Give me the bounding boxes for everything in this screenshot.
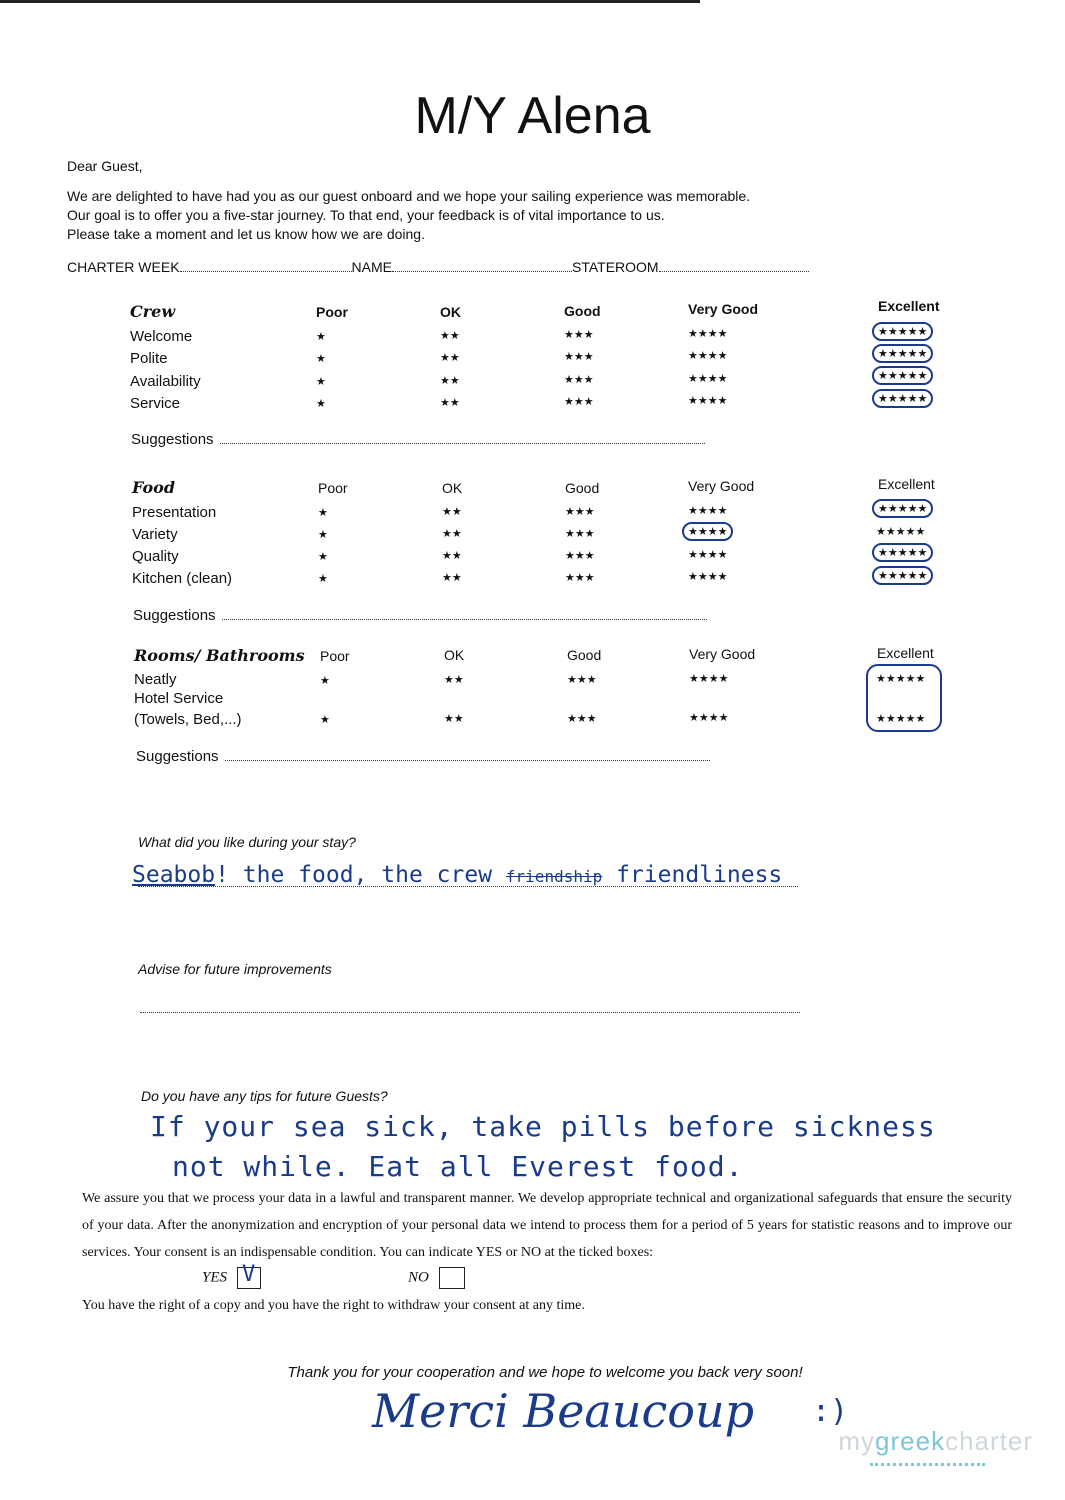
- crew-header-poor: Poor: [316, 304, 348, 320]
- rating-star-5-selected[interactable]: ★★★★★: [876, 672, 926, 685]
- intro-line-1: We are delighted to have had you as our guest onboard and we hope your sailing experience was memorable.: [67, 188, 751, 204]
- rating-star-1[interactable]: ★: [316, 397, 326, 410]
- rating-star-2[interactable]: ★★: [442, 505, 462, 518]
- rating-star-2[interactable]: ★★: [442, 549, 462, 562]
- wave-icon: [870, 1457, 985, 1466]
- rating-star-5-selected[interactable]: ★★★★★: [872, 389, 933, 408]
- rating-star-4[interactable]: ★★★★: [688, 327, 728, 340]
- liked-answer[interactable]: [132, 862, 782, 888]
- stateroom-field[interactable]: [659, 261, 809, 272]
- food-header-excellent: Excellent: [878, 476, 935, 492]
- rating-star-3[interactable]: ★★★: [567, 673, 597, 686]
- name-field[interactable]: [392, 261, 572, 272]
- thanks-text: Thank you for your cooperation and we hope to welcome you back very soon!: [287, 1364, 803, 1381]
- liked-exclamation: !: [215, 862, 243, 888]
- rating-star-1[interactable]: ★: [320, 713, 330, 726]
- food-suggestions-field[interactable]: [222, 609, 707, 620]
- charter-week-label: CHARTER WEEK: [67, 259, 180, 275]
- rooms-header-ok: OK: [444, 647, 465, 663]
- rating-star-5-selected[interactable]: ★★★★★: [872, 366, 933, 385]
- rating-star-1[interactable]: ★: [318, 506, 328, 519]
- rating-star-5-selected[interactable]: ★★★★★: [872, 543, 933, 562]
- crew-header-good: Good: [564, 303, 601, 319]
- rating-star-5-selected[interactable]: ★★★★★: [872, 344, 933, 363]
- rating-star-3[interactable]: ★★★: [564, 395, 594, 408]
- rooms-suggestions-label: Suggestions: [136, 748, 219, 765]
- crew-title: Crew: [130, 302, 176, 321]
- intro-line-2: Our goal is to offer you a five-star journey. To that end, your feedback is of vital importance to us.: [67, 207, 665, 223]
- rating-star-1[interactable]: ★: [316, 330, 326, 343]
- food-header-poor: Poor: [318, 480, 348, 496]
- consent-yes: [202, 1262, 261, 1289]
- advise-question: Advise for future improvements: [138, 961, 332, 977]
- rating-star-5-selected[interactable]: ★★★★★: [872, 566, 933, 585]
- watermark-logo: [838, 1426, 1033, 1466]
- rating-star-2[interactable]: ★★: [442, 571, 462, 584]
- liked-strikeout: friendship: [505, 867, 603, 886]
- rights-text: You have the right of a copy and you have the right to withdraw your consent at any time.: [82, 1298, 585, 1313]
- signature: Merci Beaucoup: [372, 1384, 755, 1438]
- rating-star-3[interactable]: ★★★: [565, 571, 595, 584]
- check-mark-icon: V: [242, 1262, 256, 1287]
- crew-header-excellent: Excellent: [878, 298, 940, 314]
- rating-star-4[interactable]: ★★★★: [688, 548, 728, 561]
- rating-star-2[interactable]: ★★: [440, 329, 460, 342]
- rating-star-4[interactable]: ★★★★: [688, 349, 728, 362]
- food-header-ok: OK: [442, 480, 463, 496]
- form-title: M/Y Alena: [414, 87, 651, 145]
- rating-star-3[interactable]: ★★★: [564, 328, 594, 341]
- consent-no: [408, 1267, 465, 1289]
- food-header-very-good: Very Good: [688, 478, 755, 494]
- food-suggestions-label: Suggestions: [133, 607, 216, 624]
- rating-star-4[interactable]: ★★★★: [688, 570, 728, 583]
- consent-no-checkbox[interactable]: [439, 1267, 465, 1289]
- food-row-variety: Variety: [132, 526, 178, 543]
- charter-line: [67, 259, 809, 275]
- rooms-header-very-good: Very Good: [689, 646, 756, 662]
- food-header-good: Good: [565, 480, 600, 496]
- rooms-header-good: Good: [567, 647, 602, 663]
- food-row-kitchen: Kitchen (clean): [132, 570, 233, 587]
- smiley-icon: :): [812, 1394, 849, 1429]
- rating-star-2[interactable]: ★★: [444, 673, 464, 686]
- liked-end: friendliness: [616, 862, 783, 888]
- rating-star-5[interactable]: ★★★★★: [876, 525, 926, 538]
- rooms-suggestions-field[interactable]: [225, 750, 710, 761]
- food-row-quality: Quality: [132, 548, 179, 565]
- consent-no-label: NO: [408, 1269, 429, 1286]
- stateroom-label: STATEROOM: [572, 259, 659, 275]
- rooms-header-excellent: Excellent: [877, 645, 934, 661]
- advise-field[interactable]: [140, 1002, 800, 1013]
- rating-star-2[interactable]: ★★: [440, 351, 460, 364]
- rooms-row-neatly: Neatly: [134, 671, 177, 688]
- rooms-title: Rooms/ Bathrooms: [134, 646, 305, 665]
- rating-star-3[interactable]: ★★★: [567, 712, 597, 725]
- rooms-row-towels-bed: (Towels, Bed,...): [134, 711, 242, 728]
- tips-question: Do you have any tips for future Guests?: [141, 1088, 388, 1104]
- legal-text: We assure you that we process your data in a lawful and transparent manner. We develop appropriate technical and organizational safeguards that ensure the security of your data. After the anonymization and encryption of your personal data we intend to process them for a period of 5 years for statistic reasons and to improve our services. Your consent is an indispensable condition. You can indicate YES or NO at the ticked boxes:: [82, 1191, 1012, 1260]
- consent-yes-checkbox[interactable]: [237, 1262, 261, 1289]
- rating-star-4-selected[interactable]: ★★★★: [682, 522, 733, 541]
- rating-star-4[interactable]: ★★★★: [689, 711, 729, 724]
- consent-yes-label: YES: [202, 1269, 228, 1286]
- rating-star-1[interactable]: ★: [318, 550, 328, 563]
- rating-star-2[interactable]: ★★: [440, 374, 460, 387]
- liked-seabob: Seabob: [132, 862, 216, 888]
- name-label: NAME: [351, 259, 392, 275]
- food-suggestions: [133, 607, 707, 624]
- rooms-row-hotel-service: Hotel Service: [134, 690, 224, 707]
- food-title: Food: [132, 478, 176, 497]
- rating-star-4[interactable]: ★★★★: [688, 394, 728, 407]
- rating-star-4[interactable]: ★★★★: [688, 504, 728, 517]
- rating-star-5-selected[interactable]: ★★★★★: [876, 712, 926, 725]
- scan-edge: [0, 0, 700, 3]
- liked-rest: the food, the crew: [242, 862, 493, 888]
- tips-answer-1[interactable]: If your sea sick, take pills before sickness: [150, 1110, 936, 1143]
- crew-suggestions: [131, 431, 705, 448]
- rating-star-1[interactable]: ★: [318, 572, 328, 585]
- rating-star-1[interactable]: ★: [320, 674, 330, 687]
- rating-star-3[interactable]: ★★★: [565, 549, 595, 562]
- rating-star-1[interactable]: ★: [316, 352, 326, 365]
- rating-star-2[interactable]: ★★: [442, 527, 462, 540]
- watermark-my: my: [838, 1426, 876, 1456]
- crew-row-availability: Availability: [130, 373, 201, 390]
- crew-row-welcome: Welcome: [130, 328, 193, 345]
- rating-star-2[interactable]: ★★: [444, 712, 464, 725]
- rooms-header-poor: Poor: [320, 648, 350, 664]
- rating-star-1[interactable]: ★: [316, 375, 326, 388]
- rooms-excellent-circle: [866, 664, 942, 732]
- charter-week-field[interactable]: [180, 261, 352, 272]
- greeting: Dear Guest,: [67, 158, 143, 174]
- liked-question: What did you like during your stay?: [138, 834, 356, 850]
- food-row-presentation: Presentation: [132, 504, 217, 521]
- crew-row-service: Service: [130, 395, 181, 412]
- crew-row-polite: Polite: [130, 350, 168, 367]
- rating-star-4[interactable]: ★★★★: [689, 672, 729, 685]
- intro-line-3: Please take a moment and let us know how we are doing.: [67, 226, 425, 242]
- crew-suggestions-label: Suggestions: [131, 431, 214, 448]
- crew-header-ok: OK: [440, 304, 461, 320]
- rating-star-5-selected[interactable]: ★★★★★: [872, 499, 933, 518]
- rating-star-3[interactable]: ★★★: [565, 527, 595, 540]
- rating-star-2[interactable]: ★★: [440, 396, 460, 409]
- tips-answer-2[interactable]: not while. Eat all Everest food.: [172, 1150, 744, 1183]
- crew-header-very-good: Very Good: [688, 301, 759, 317]
- rating-star-3[interactable]: ★★★: [565, 505, 595, 518]
- watermark-charter: charter: [945, 1426, 1033, 1456]
- rating-star-4[interactable]: ★★★★: [688, 372, 728, 385]
- rooms-suggestions: [136, 748, 710, 765]
- rating-star-5-selected[interactable]: ★★★★★: [872, 322, 933, 341]
- watermark-greek: greek: [875, 1426, 946, 1456]
- rating-star-3[interactable]: ★★★: [564, 350, 594, 363]
- rating-star-1[interactable]: ★: [318, 528, 328, 541]
- rating-star-3[interactable]: ★★★: [564, 373, 594, 386]
- crew-suggestions-field[interactable]: [220, 433, 705, 444]
